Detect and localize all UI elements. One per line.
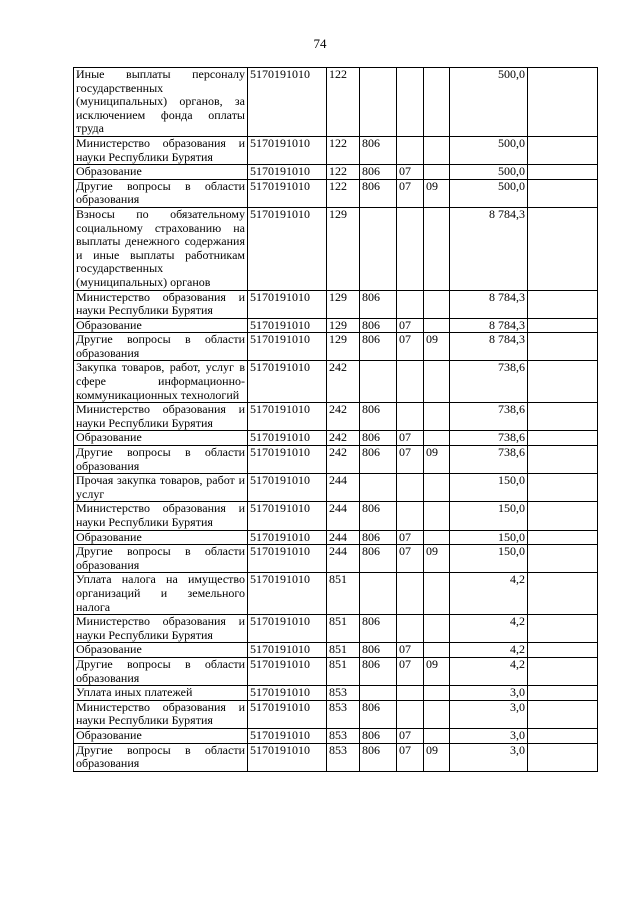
section-cell xyxy=(397,361,424,403)
row-name-cell: Иные выплаты персоналу государственных (муниципальных) органов, за исключением фонда оплаты труда xyxy=(74,68,248,137)
table-row xyxy=(74,68,598,137)
row-name-cell: Другие вопросы в области образования xyxy=(74,657,248,685)
administrator-code-cell xyxy=(360,686,397,701)
subsection-cell xyxy=(424,68,450,137)
subsection-cell: 09 xyxy=(424,179,450,207)
table-row xyxy=(74,545,598,573)
administrator-code-cell: 806 xyxy=(360,179,397,207)
row-name-cell: Образование xyxy=(74,318,248,333)
table-row xyxy=(74,728,598,743)
target-article-cell: 5170191010 xyxy=(248,403,327,431)
administrator-code-cell: 806 xyxy=(360,403,397,431)
amount-cell: 4,2 xyxy=(450,643,528,658)
subsection-cell xyxy=(424,207,450,290)
table-body xyxy=(74,68,598,772)
administrator-code-cell: 806 xyxy=(360,290,397,318)
subsection-cell xyxy=(424,403,450,431)
subsection-cell: 09 xyxy=(424,333,450,361)
administrator-code-cell: 806 xyxy=(360,643,397,658)
table-row xyxy=(74,136,598,164)
amount-cell: 8 784,3 xyxy=(450,207,528,290)
administrator-code-cell: 806 xyxy=(360,502,397,530)
empty-cell xyxy=(528,68,598,137)
expense-type-cell: 242 xyxy=(327,403,360,431)
section-cell: 07 xyxy=(397,318,424,333)
subsection-cell xyxy=(424,728,450,743)
target-article-cell: 5170191010 xyxy=(248,545,327,573)
expense-type-cell: 853 xyxy=(327,743,360,771)
empty-cell xyxy=(528,474,598,502)
expense-type-cell: 244 xyxy=(327,502,360,530)
budget-table xyxy=(73,67,598,772)
expense-type-cell: 122 xyxy=(327,136,360,164)
administrator-code-cell: 806 xyxy=(360,431,397,446)
amount-cell: 738,6 xyxy=(450,403,528,431)
row-name-cell: Образование xyxy=(74,643,248,658)
table-row xyxy=(74,333,598,361)
amount-cell: 738,6 xyxy=(450,446,528,474)
target-article-cell: 5170191010 xyxy=(248,530,327,545)
row-name-cell: Министерство образования и науки Республики Бурятия xyxy=(74,136,248,164)
expense-type-cell: 244 xyxy=(327,474,360,502)
target-article-cell: 5170191010 xyxy=(248,657,327,685)
amount-cell: 3,0 xyxy=(450,728,528,743)
row-name-cell: Образование xyxy=(74,530,248,545)
subsection-cell xyxy=(424,318,450,333)
row-name-cell: Другие вопросы в области образования xyxy=(74,545,248,573)
expense-type-cell: 242 xyxy=(327,431,360,446)
subsection-cell xyxy=(424,686,450,701)
amount-cell: 8 784,3 xyxy=(450,318,528,333)
empty-cell xyxy=(528,165,598,180)
subsection-cell xyxy=(424,700,450,728)
table-row xyxy=(74,318,598,333)
section-cell xyxy=(397,615,424,643)
row-name-cell: Уплата иных платежей xyxy=(74,686,248,701)
subsection-cell xyxy=(424,502,450,530)
section-cell xyxy=(397,136,424,164)
expense-type-cell: 851 xyxy=(327,643,360,658)
administrator-code-cell: 806 xyxy=(360,545,397,573)
expense-type-cell: 851 xyxy=(327,573,360,615)
target-article-cell: 5170191010 xyxy=(248,728,327,743)
table-row xyxy=(74,207,598,290)
section-cell xyxy=(397,686,424,701)
administrator-code-cell: 806 xyxy=(360,728,397,743)
target-article-cell: 5170191010 xyxy=(248,573,327,615)
table-row xyxy=(74,361,598,403)
row-name-cell: Другие вопросы в области образования xyxy=(74,446,248,474)
row-name-cell: Взносы по обязательному социальному страхованию на выплаты денежного содержания и иные выплаты работникам государственных (муниципальных) органов xyxy=(74,207,248,290)
administrator-code-cell xyxy=(360,573,397,615)
expense-type-cell: 853 xyxy=(327,700,360,728)
empty-cell xyxy=(528,700,598,728)
target-article-cell: 5170191010 xyxy=(248,333,327,361)
table-row xyxy=(74,179,598,207)
section-cell: 07 xyxy=(397,446,424,474)
subsection-cell xyxy=(424,573,450,615)
empty-cell xyxy=(528,136,598,164)
expense-type-cell: 853 xyxy=(327,728,360,743)
table-row xyxy=(74,657,598,685)
administrator-code-cell: 806 xyxy=(360,318,397,333)
empty-cell xyxy=(528,290,598,318)
table-row xyxy=(74,474,598,502)
section-cell xyxy=(397,68,424,137)
row-name-cell: Закупка товаров, работ, услуг в сфере информационно-коммуникационных технологий xyxy=(74,361,248,403)
expense-type-cell: 851 xyxy=(327,615,360,643)
table-row xyxy=(74,431,598,446)
target-article-cell: 5170191010 xyxy=(248,318,327,333)
section-cell: 07 xyxy=(397,657,424,685)
subsection-cell xyxy=(424,136,450,164)
amount-cell: 8 784,3 xyxy=(450,333,528,361)
administrator-code-cell: 806 xyxy=(360,657,397,685)
empty-cell xyxy=(528,446,598,474)
target-article-cell: 5170191010 xyxy=(248,207,327,290)
amount-cell: 4,2 xyxy=(450,657,528,685)
section-cell xyxy=(397,474,424,502)
expense-type-cell: 851 xyxy=(327,657,360,685)
amount-cell: 4,2 xyxy=(450,615,528,643)
amount-cell: 500,0 xyxy=(450,179,528,207)
target-article-cell: 5170191010 xyxy=(248,165,327,180)
table-row xyxy=(74,502,598,530)
section-cell: 07 xyxy=(397,545,424,573)
empty-cell xyxy=(528,615,598,643)
administrator-code-cell: 806 xyxy=(360,446,397,474)
target-article-cell: 5170191010 xyxy=(248,179,327,207)
section-cell xyxy=(397,403,424,431)
administrator-code-cell: 806 xyxy=(360,530,397,545)
expense-type-cell: 853 xyxy=(327,686,360,701)
empty-cell xyxy=(528,318,598,333)
row-name-cell: Другие вопросы в области образования xyxy=(74,743,248,771)
target-article-cell: 5170191010 xyxy=(248,686,327,701)
amount-cell: 150,0 xyxy=(450,545,528,573)
table-row xyxy=(74,700,598,728)
amount-cell: 3,0 xyxy=(450,743,528,771)
row-name-cell: Образование xyxy=(74,431,248,446)
empty-cell xyxy=(528,545,598,573)
amount-cell: 150,0 xyxy=(450,502,528,530)
subsection-cell: 09 xyxy=(424,657,450,685)
target-article-cell: 5170191010 xyxy=(248,431,327,446)
amount-cell: 738,6 xyxy=(450,431,528,446)
amount-cell: 4,2 xyxy=(450,573,528,615)
subsection-cell xyxy=(424,431,450,446)
administrator-code-cell xyxy=(360,68,397,137)
administrator-code-cell: 806 xyxy=(360,700,397,728)
section-cell: 07 xyxy=(397,530,424,545)
expense-type-cell: 129 xyxy=(327,318,360,333)
amount-cell: 738,6 xyxy=(450,361,528,403)
row-name-cell: Прочая закупка товаров, работ и услуг xyxy=(74,474,248,502)
row-name-cell: Образование xyxy=(74,165,248,180)
section-cell xyxy=(397,290,424,318)
table-row xyxy=(74,743,598,771)
row-name-cell: Образование xyxy=(74,728,248,743)
row-name-cell: Министерство образования и науки Республики Бурятия xyxy=(74,290,248,318)
subsection-cell xyxy=(424,530,450,545)
subsection-cell xyxy=(424,474,450,502)
target-article-cell: 5170191010 xyxy=(248,446,327,474)
expense-type-cell: 244 xyxy=(327,530,360,545)
amount-cell: 500,0 xyxy=(450,136,528,164)
expense-type-cell: 122 xyxy=(327,179,360,207)
subsection-cell xyxy=(424,361,450,403)
section-cell: 07 xyxy=(397,743,424,771)
table-row xyxy=(74,446,598,474)
section-cell xyxy=(397,207,424,290)
subsection-cell xyxy=(424,290,450,318)
subsection-cell: 09 xyxy=(424,743,450,771)
expense-type-cell: 242 xyxy=(327,361,360,403)
amount-cell: 150,0 xyxy=(450,474,528,502)
table-row xyxy=(74,403,598,431)
administrator-code-cell xyxy=(360,474,397,502)
table-row xyxy=(74,573,598,615)
empty-cell xyxy=(528,502,598,530)
row-name-cell: Министерство образования и науки Республики Бурятия xyxy=(74,615,248,643)
row-name-cell: Министерство образования и науки Республики Бурятия xyxy=(74,403,248,431)
section-cell xyxy=(397,700,424,728)
administrator-code-cell: 806 xyxy=(360,615,397,643)
administrator-code-cell xyxy=(360,207,397,290)
administrator-code-cell: 806 xyxy=(360,136,397,164)
empty-cell xyxy=(528,403,598,431)
target-article-cell: 5170191010 xyxy=(248,700,327,728)
administrator-code-cell: 806 xyxy=(360,333,397,361)
subsection-cell xyxy=(424,615,450,643)
row-name-cell: Другие вопросы в области образования xyxy=(74,333,248,361)
empty-cell xyxy=(528,361,598,403)
section-cell: 07 xyxy=(397,728,424,743)
row-name-cell: Другие вопросы в области образования xyxy=(74,179,248,207)
target-article-cell: 5170191010 xyxy=(248,615,327,643)
subsection-cell xyxy=(424,643,450,658)
table-row xyxy=(74,165,598,180)
section-cell: 07 xyxy=(397,431,424,446)
target-article-cell: 5170191010 xyxy=(248,361,327,403)
amount-cell: 3,0 xyxy=(450,686,528,701)
row-name-cell: Уплата налога на имущество организаций и земельного налога xyxy=(74,573,248,615)
expense-type-cell: 129 xyxy=(327,290,360,318)
target-article-cell: 5170191010 xyxy=(248,474,327,502)
expense-type-cell: 122 xyxy=(327,165,360,180)
table-row xyxy=(74,686,598,701)
amount-cell: 500,0 xyxy=(450,165,528,180)
empty-cell xyxy=(528,657,598,685)
expense-type-cell: 129 xyxy=(327,207,360,290)
expense-type-cell: 244 xyxy=(327,545,360,573)
administrator-code-cell: 806 xyxy=(360,743,397,771)
amount-cell: 500,0 xyxy=(450,68,528,137)
empty-cell xyxy=(528,431,598,446)
empty-cell xyxy=(528,530,598,545)
empty-cell xyxy=(528,643,598,658)
empty-cell xyxy=(528,333,598,361)
empty-cell xyxy=(528,743,598,771)
section-cell: 07 xyxy=(397,165,424,180)
section-cell: 07 xyxy=(397,179,424,207)
table-row xyxy=(74,643,598,658)
empty-cell xyxy=(528,573,598,615)
empty-cell xyxy=(528,686,598,701)
empty-cell xyxy=(528,179,598,207)
amount-cell: 3,0 xyxy=(450,700,528,728)
subsection-cell: 09 xyxy=(424,446,450,474)
target-article-cell: 5170191010 xyxy=(248,68,327,137)
administrator-code-cell: 806 xyxy=(360,165,397,180)
page-number: 74 xyxy=(313,36,327,51)
empty-cell xyxy=(528,207,598,290)
target-article-cell: 5170191010 xyxy=(248,743,327,771)
section-cell: 07 xyxy=(397,333,424,361)
row-name-cell: Министерство образования и науки Республики Бурятия xyxy=(74,502,248,530)
section-cell: 07 xyxy=(397,643,424,658)
target-article-cell: 5170191010 xyxy=(248,643,327,658)
row-name-cell: Министерство образования и науки Республики Бурятия xyxy=(74,700,248,728)
target-article-cell: 5170191010 xyxy=(248,290,327,318)
section-cell xyxy=(397,573,424,615)
subsection-cell: 09 xyxy=(424,545,450,573)
empty-cell xyxy=(528,728,598,743)
amount-cell: 8 784,3 xyxy=(450,290,528,318)
expense-type-cell: 122 xyxy=(327,68,360,137)
subsection-cell xyxy=(424,165,450,180)
table-row xyxy=(74,530,598,545)
expense-type-cell: 242 xyxy=(327,446,360,474)
expense-type-cell: 129 xyxy=(327,333,360,361)
target-article-cell: 5170191010 xyxy=(248,502,327,530)
table-row xyxy=(74,290,598,318)
target-article-cell: 5170191010 xyxy=(248,136,327,164)
amount-cell: 150,0 xyxy=(450,530,528,545)
table-row xyxy=(74,615,598,643)
section-cell xyxy=(397,502,424,530)
administrator-code-cell xyxy=(360,361,397,403)
